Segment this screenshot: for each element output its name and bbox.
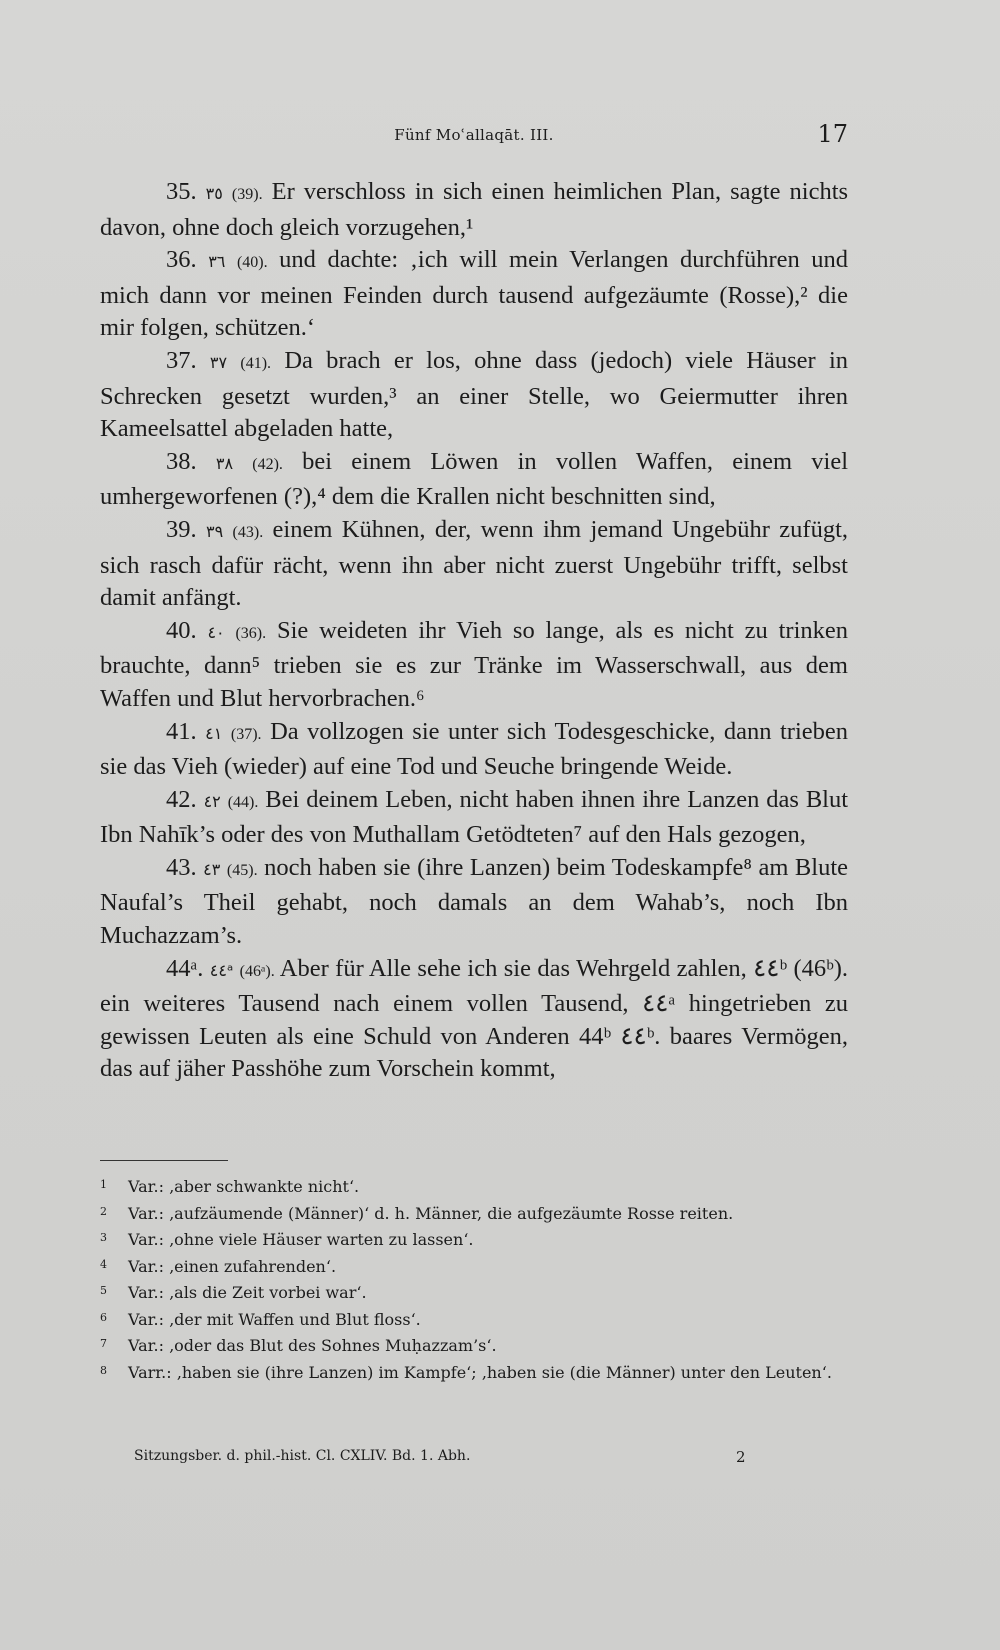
arabic-verse-mark: ٣٥ xyxy=(205,184,223,203)
footnote-text: Var.: ‚der mit Waffen und Blut flossʻ. xyxy=(128,1309,421,1329)
verse-ref: (44). xyxy=(227,793,259,811)
verse-ref: (36). xyxy=(235,624,267,642)
sheet-number: 2 xyxy=(736,1448,746,1466)
footnotes xyxy=(100,1174,848,1386)
footnote xyxy=(100,1201,848,1228)
verse-40 xyxy=(100,615,848,716)
verse-number: 36. xyxy=(166,246,197,274)
verse-38 xyxy=(100,446,848,514)
arabic-verse-mark: ٤٠ xyxy=(207,622,225,642)
verse-text: und dachte: ‚ich will mein Verlangen durchführen und mich dann vor meinen Feinden durch tausend aufgezäumte (Rosse),² die mir folgen, schützen.ʻ xyxy=(100,246,849,342)
footnote xyxy=(100,1227,848,1254)
verse-number: 40. xyxy=(166,616,197,644)
footnote-number: 6 xyxy=(100,1310,107,1324)
footnote-number: 4 xyxy=(100,1257,107,1271)
footnote-number: 8 xyxy=(100,1363,107,1377)
verse-number: 35. xyxy=(166,178,197,205)
verse-36 xyxy=(100,244,848,345)
footnote xyxy=(100,1174,848,1201)
verse-ref: (40). xyxy=(236,254,268,272)
verse-text: Da brach er los, ohne dass (jedoch) viele Häuser in Schrecken gesetzt wurden,³ an einer Stelle, wo Geiermutter ihren Kameelsattel abgeladen hatte, xyxy=(100,346,849,443)
verse-text: bei einem Löwen in vollen Waffen, einem viel umhergeworfenen (?),⁴ dem die Krallen nicht beschnitten sind, xyxy=(100,447,849,511)
arabic-verse-mark: ٣٦ xyxy=(208,252,226,272)
arabic-verse-mark: ٤٣ xyxy=(203,859,221,879)
arabic-verse-mark: ٤٢ xyxy=(203,791,221,811)
arabic-verse-mark: ٣٩ xyxy=(205,521,224,541)
running-title: Fünf Moʿallaqāt. III. xyxy=(394,126,554,144)
verse-number: 41. xyxy=(166,717,197,745)
footnote xyxy=(100,1254,848,1281)
verse-number: 44ᵃ. xyxy=(166,954,204,982)
footnote-number: 5 xyxy=(100,1284,107,1297)
verse-ref: (39). xyxy=(231,186,263,203)
verse-ref: (46ᵃ). xyxy=(239,962,275,980)
footnote-text: Var.: ‚oder das Blut des Sohnes Muḥazzam’sʻ. xyxy=(128,1336,497,1355)
verse-44 xyxy=(100,953,848,1086)
footnote-text: Var.: ‚einen zufahrendenʻ. xyxy=(128,1256,337,1276)
arabic-verse-mark: ٣٧ xyxy=(209,352,228,372)
verse-37 xyxy=(100,345,848,446)
verse-number: 37. xyxy=(166,346,197,374)
verse-ref: (42). xyxy=(252,455,283,473)
footnote-rule xyxy=(100,1160,228,1161)
verse-number: 39. xyxy=(166,515,197,543)
arabic-verse-mark: ٤٤ᵃ xyxy=(209,960,234,980)
footnote-text: Var.: ‚aufzäumende (Männer)ʻ d. h. Männer, die aufgezäumte Rosse reiten. xyxy=(128,1203,734,1223)
footnote xyxy=(100,1307,848,1334)
footnote-number: 3 xyxy=(100,1231,107,1244)
verse-text: Er verschloss in sich einen heimlichen Plan, sagte nichts davon, ohne doch gleich vorzugehen,¹ xyxy=(100,178,849,241)
verse-42 xyxy=(100,784,848,852)
verse-number: 43. xyxy=(166,853,197,881)
page-number: 17 xyxy=(817,120,848,148)
footnote-text: Varr.: ‚haben sie (ihre Lanzen) im Kampfeʻ; ‚haben sie (die Männer) unter den Leutenʻ. xyxy=(128,1362,832,1382)
footnote-text: Var.: ‚ohne viele Häuser warten zu lassenʻ. xyxy=(128,1230,474,1249)
verse-text: Da vollzogen sie unter sich Todesgeschicke, dann trieben sie das Vieh (wieder) auf eine Tod und Seuche bringende Weide. xyxy=(100,717,849,781)
verse-number: 42. xyxy=(166,785,197,813)
footnote-text: Var.: ‚aber schwankte nichtʻ. xyxy=(128,1177,360,1196)
verse-text: noch haben sie (ihre Lanzen) beim Todeskampfe⁸ am Blute Naufal’s Theil gehabt, noch damals an dem Wahab’s, noch Ibn Muchazzam’s. xyxy=(100,853,849,950)
footnote-text: Var.: ‚als die Zeit vorbei warʻ. xyxy=(128,1283,367,1302)
verse-text: Bei deinem Leben, nicht haben ihnen ihre Lanzen das Blut Ibn Nahīk’s oder des von Muthallam Getödteten⁷ auf den Hals gezogen, xyxy=(100,785,849,849)
verse-41 xyxy=(100,716,848,784)
verse-ref: (37). xyxy=(230,725,262,743)
printer-signature: Sitzungsber. d. phil.-hist. Cl. CXLIV. Bd. 1. Abh. xyxy=(134,1448,471,1464)
page-header xyxy=(100,120,848,150)
footnote xyxy=(100,1280,848,1307)
footnote-number: 1 xyxy=(100,1178,107,1191)
verse-text: Aber für Alle sehe ich sie das Wehrgeld zahlen, ٤٤ᵇ (46ᵇ). ein weiteres Tausend nach einem vollen Tausend, ٤٤ᵃ hingetrieben zu gewissen Leuten als eine Schuld von Anderen 44ᵇ ٤٤ᵇ. baares Vermögen, das auf jäher Passhöhe zum Vorschein kommt, xyxy=(100,954,849,1083)
main-text xyxy=(100,176,848,1086)
footnote-number: 2 xyxy=(100,1204,107,1218)
verse-ref: (45). xyxy=(226,861,258,879)
footnote xyxy=(100,1360,848,1387)
verse-43 xyxy=(100,852,848,953)
footnote xyxy=(100,1333,848,1360)
verse-35 xyxy=(100,176,848,244)
verse-text: Sie weideten ihr Vieh so lange, als es nicht zu trinken brauchte, dann⁵ trieben sie es zur Tränke im Wasserschwall, aus dem Waffen und Blut hervorbrachen.⁶ xyxy=(100,616,848,712)
verse-text: einem Kühnen, der, wenn ihm jemand Ungebühr zufügt, sich rasch dafür rächt, wenn ihn aber nicht zuerst Ungebühr trifft, selbst damit anfängt. xyxy=(100,515,849,612)
verse-number: 38. xyxy=(166,447,197,475)
verse-ref: (41). xyxy=(240,354,272,372)
verse-39 xyxy=(100,514,848,615)
footnote-number: 7 xyxy=(100,1337,107,1350)
arabic-verse-mark: ٤١ xyxy=(205,723,223,743)
arabic-verse-mark: ٣٨ xyxy=(215,453,234,473)
verse-ref: (43). xyxy=(232,523,264,541)
